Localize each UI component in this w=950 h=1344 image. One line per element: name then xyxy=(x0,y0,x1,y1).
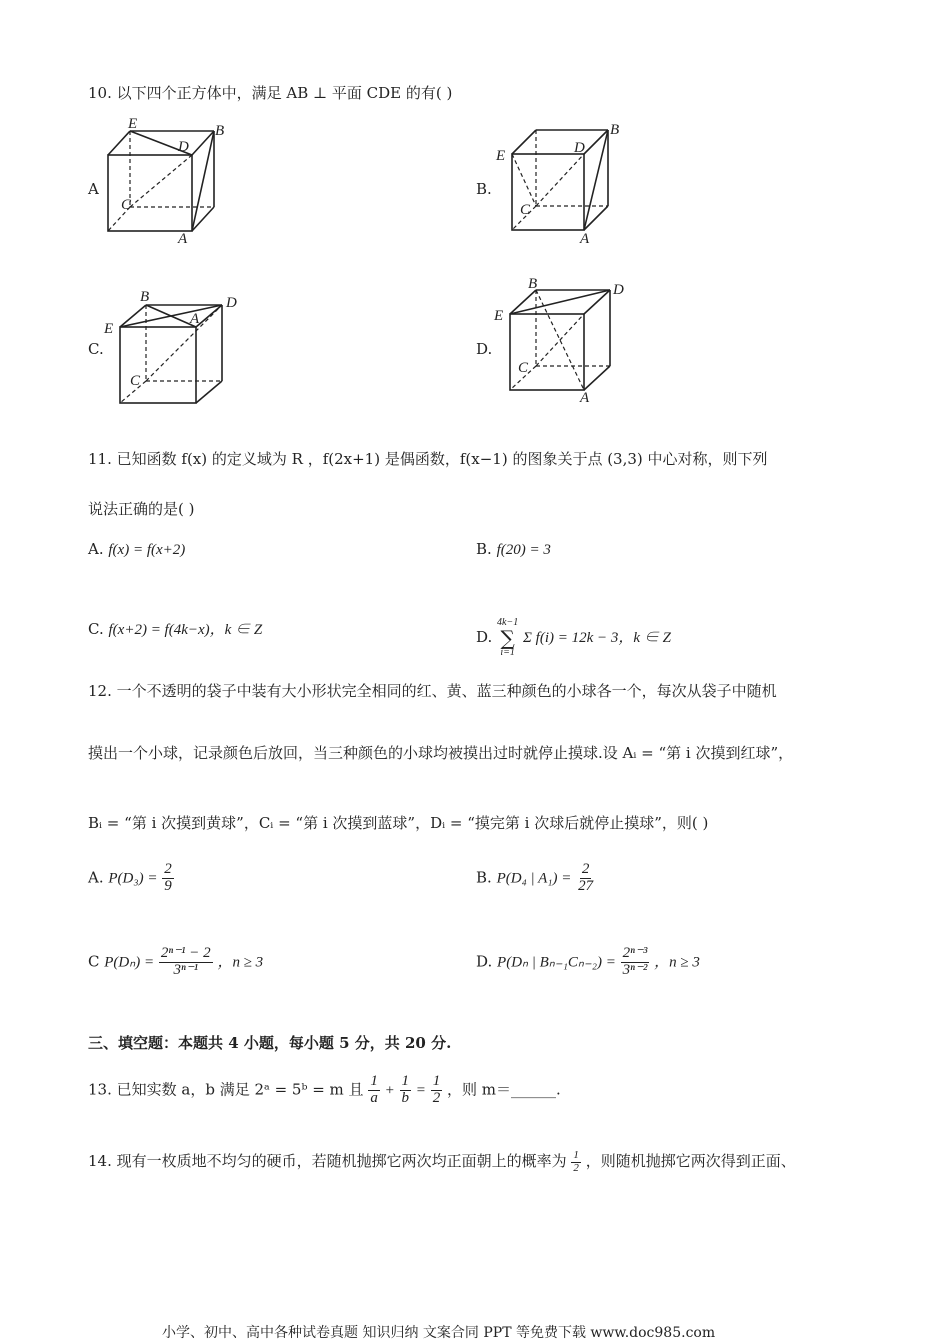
q11-option-b xyxy=(476,540,551,559)
option-condition: ，n ≥ 3 xyxy=(654,954,700,971)
q10-option-c-label: C. xyxy=(88,340,104,358)
equals-sign: = xyxy=(415,1082,426,1099)
option-label: C. xyxy=(88,620,104,638)
cube-figure-b xyxy=(492,118,632,246)
option-lhs: P(Dₙ | Bₙ₋₁Cₙ₋₂) = xyxy=(497,954,616,971)
vertex-label-b: B xyxy=(140,289,150,305)
q13-stem xyxy=(88,1074,561,1107)
option-text: f(x) = f(x+2) xyxy=(108,542,186,558)
q12-line1: 12. 一个不透明的袋子中装有大小形状完全相同的红、黄、蓝三种颜色的小球各一个，每次从袋子中随机 xyxy=(88,682,777,700)
vertex-label-b: B xyxy=(610,122,620,138)
q11-option-d xyxy=(476,618,671,658)
fraction-1-over-b: $\frac{1}{b}$ xyxy=(401,1073,410,1106)
option-text: f(x+2) = f(4k−x)，k ∈ Z xyxy=(108,622,263,638)
vertex-label-e: E xyxy=(104,321,114,337)
vertex-label-c: C xyxy=(130,373,141,389)
vertex-label-c: C xyxy=(518,360,529,376)
option-label: A. xyxy=(88,868,104,887)
vertex-label-b: B xyxy=(215,123,225,139)
vertex-label-e: E xyxy=(496,148,506,164)
vertex-label-d: D xyxy=(574,140,585,156)
q11-stem-line1: 11. 已知函数 f(x) 的定义域为 R ，f(2x+1) 是偶函数，f(x−1) 的图象关于点 (3,3) 中心对称，则下列 xyxy=(88,450,768,468)
cube-figure-d xyxy=(492,272,642,404)
q12-option-d xyxy=(476,946,700,979)
cube-figure-a xyxy=(100,115,230,245)
sum-lower-limit: i=1 xyxy=(500,647,515,658)
option-label: B. xyxy=(476,868,492,887)
cube-figure-c xyxy=(102,285,252,410)
q12-option-c xyxy=(88,946,263,979)
vertex-label-a: A xyxy=(580,390,590,404)
option-text: f(20) = 3 xyxy=(496,542,551,558)
vertex-label-b: B xyxy=(528,276,538,292)
q10-option-d-label: D. xyxy=(476,340,493,358)
q11-stem-line2: 说法正确的是( ) xyxy=(88,500,195,518)
q13-pre: 13. 已知实数 a，b 满足 2ᵃ = 5ᵇ = m 且 xyxy=(88,1080,364,1099)
fraction-one-half: $\frac{1}{2}$ xyxy=(573,1149,579,1174)
vertex-label-e: E xyxy=(128,116,138,132)
vertex-label-d: D xyxy=(613,282,624,298)
vertex-label-d: D xyxy=(178,139,189,155)
option-label: C xyxy=(88,952,100,971)
vertex-label-e: E xyxy=(494,308,504,324)
fraction-1-over-a: $\frac{1}{a}$ xyxy=(370,1073,378,1106)
q11-option-c xyxy=(88,618,262,639)
option-label: D. xyxy=(476,628,493,646)
option-lhs: P(Dₙ) = xyxy=(104,954,155,971)
option-lhs: P(D₃) = xyxy=(108,870,158,887)
q11-option-a xyxy=(88,540,185,559)
q10-option-b-label: B. xyxy=(476,180,492,198)
q12-option-b xyxy=(476,862,595,895)
q14-post: ，则随机抛掷它两次得到正面、 xyxy=(585,1152,796,1171)
option-fraction: $\frac{\text{2ⁿ⁻¹ − 2}}{\text{3ⁿ⁻¹}}$ xyxy=(160,945,211,978)
option-lhs: P(D₄ | A₁) = xyxy=(496,870,572,887)
sum-symbol: 4k−1 ∑ i=1 xyxy=(497,617,519,658)
q13-post: ，则 m＝______. xyxy=(446,1080,561,1099)
vertex-label-a: A xyxy=(190,311,200,327)
fraction-1-over-2: $\frac{1}{2}$ xyxy=(432,1073,441,1106)
page-footer: 小学、初中、高中各种试卷真题 知识归纳 文案合同 PPT 等免费下载 www.doc985.com xyxy=(162,1325,716,1341)
q12-line2: 摸出一个小球，记录颜色后放回，当三种颜色的小球均被摸出过时就停止摸球.设 Aᵢ = “第 i 次摸到红球”， xyxy=(88,744,794,762)
q14-stem xyxy=(88,1150,796,1174)
option-text: Σ f(i) = 12k − 3，k ∈ Z xyxy=(523,630,671,646)
q12-line3: Bᵢ = “第 i 次摸到黄球”，Cᵢ = “第 i 次摸到蓝球”，Dᵢ = “摸完第 i 次球后就停止摸球”，则( ) xyxy=(88,814,709,832)
option-condition: ，n ≥ 3 xyxy=(217,954,264,971)
option-label: D. xyxy=(476,952,493,971)
q10-stem: 10. 以下四个正方体中，满足 AB ⊥ 平面 CDE 的有( ) xyxy=(88,84,453,102)
vertex-label-a: A xyxy=(580,231,590,246)
q14-pre: 14. 现有一枚质地不均匀的硬币，若随机抛掷它两次均正面朝上的概率为 xyxy=(88,1152,567,1171)
option-fraction: $\frac{2}{9}$ xyxy=(164,861,172,894)
section-heading: 三、填空题：本题共 4 小题，每小题 5 分，共 20 分. xyxy=(88,1034,452,1052)
q12-option-a xyxy=(88,862,174,895)
option-fraction: $\frac{2}{27}$ xyxy=(578,861,594,894)
sum-upper-limit: 4k−1 xyxy=(497,617,519,628)
vertex-label-c: C xyxy=(520,202,531,218)
option-fraction: $\frac{\text{2ⁿ⁻³}}{\text{3ⁿ⁻²}}$ xyxy=(622,945,648,978)
plus-sign: + xyxy=(384,1082,395,1099)
q10-option-a-label: A xyxy=(88,180,99,198)
vertex-label-a: A xyxy=(178,231,188,245)
option-label: A. xyxy=(88,540,104,558)
vertex-label-c: C xyxy=(121,197,132,213)
option-label: B. xyxy=(476,540,492,558)
vertex-label-d: D xyxy=(226,295,237,311)
